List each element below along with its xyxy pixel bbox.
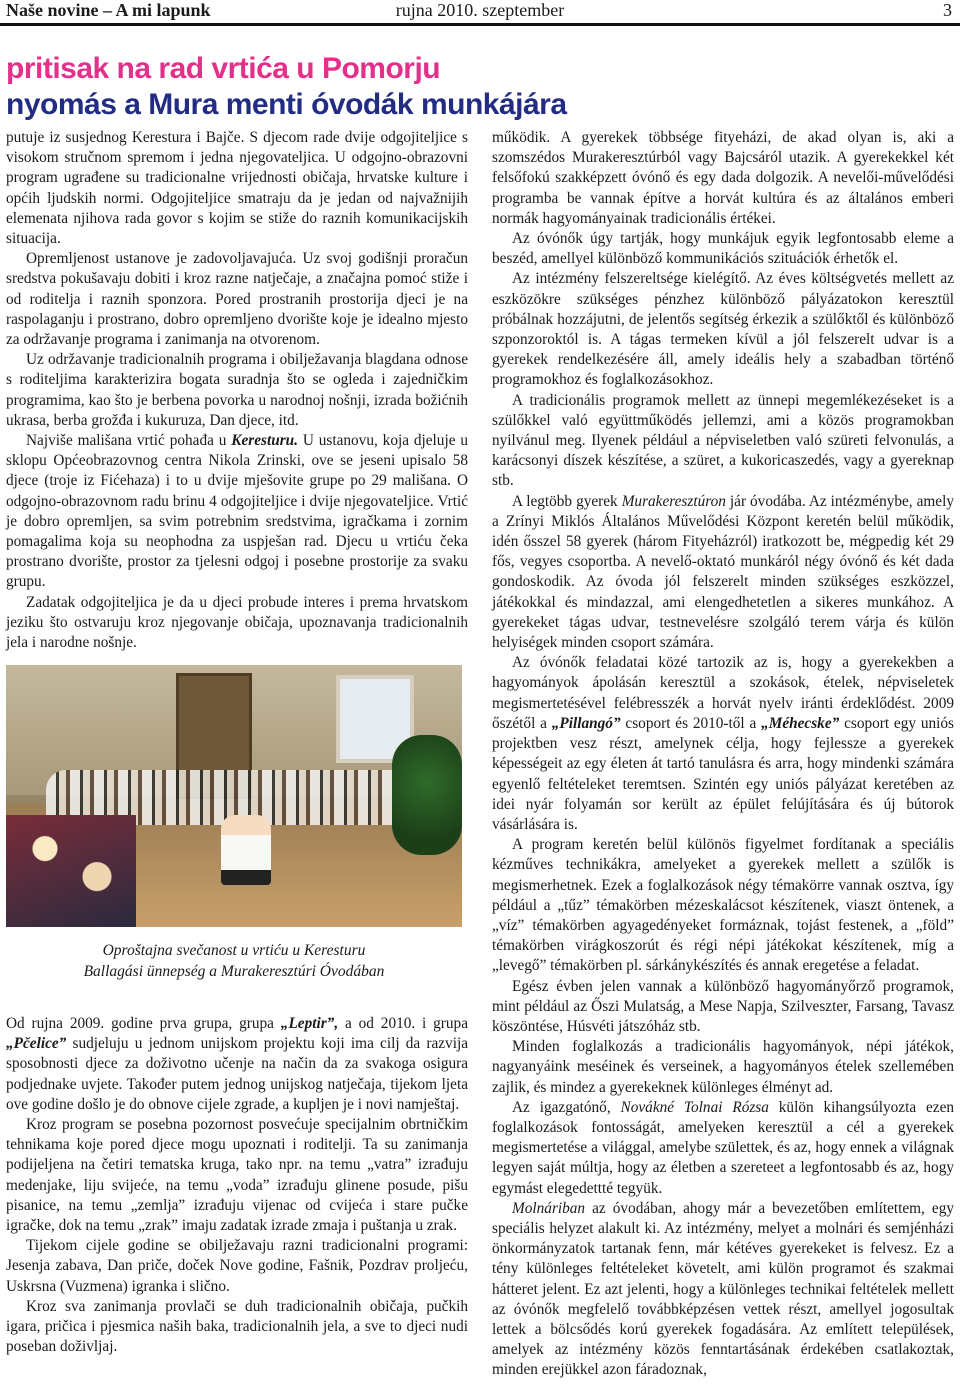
paragraph-text: sudjeluju u jednom unijskom projektu koji ima cilj da razvija sposobnosti djece za doživotno učenje na način da za svakoga osigura podjednake uvjete. Također putem jednog unijskog natječaja, tijekom ljeta ove godine došlo je do obnove cijele zgrade, a kupljen je i novi namještaj. <box>6 1035 468 1113</box>
paragraph: Uz održavanje tradicionalnih programa i obilježavanja blagdana odnose s roditeljima karakterizira bogata suradnja što se ogleda i zajedničkim programima, kao što je berbena povorka u narodnoj nošnji, izrada božićnih ukrasa, berba grožđa i kukuruza, Dan djece, itd. <box>6 351 468 429</box>
paragraph: Minden foglalkozás a tradicionális hagyományok, népi játékok, nagyanyáink meséinek és verseinek, a hagyományos ételek szellemében zajlik, és mindez a gyerekeknek különleges élményt ad. <box>492 1038 954 1096</box>
headline-hungarian: nyomás a Mura menti óvodák munkájára <box>6 88 567 121</box>
paragraph-text: Najviše mališana vrtić pohađa u <box>26 432 232 450</box>
place-name: Murakeresztúron <box>621 492 726 510</box>
right-column <box>492 128 954 1381</box>
place-name: Keresturu. <box>231 432 298 450</box>
paragraph-text: A legtöbb gyerek <box>512 492 622 510</box>
paragraph-text: U ustanovu, koja djeluje u sklopu Općeobrazovnog centra Nikola Zrinski, ove se jeseni upisalo 58 djece (troje iz Fićehaza) i to u dvije mješovite grupe po 29 mališana. O odgojno-obrazovnom radu brinu 4 odgojiteljice i dvije njegovateljice. Vrtić je dobro opremljen, sa svim potrebnim sredstvima, igračkama i zornim pomagalima koja su neophodna za uspješan rad. Djecu u vrtiću čeka prostrano dvorište, prostor za tjelesni odgoj i posebne prostorije za svaku grupu. <box>6 432 468 591</box>
paragraph: Egész évben jelen vannak a különböző hagyományőrző programok, mint például az Őszi Mulatság, a Mese Napja, Szilveszter, Farsang, Tavasz köszöntése, Húsvéti játszóház stb. <box>492 977 954 1035</box>
paragraph-text: jár óvodába. Az intézménybe, amely a Zrínyi Miklós Általános Művelődési Központ keretén belül működik, idén ősszel 58 gyerek (három Fityeházról) iratkozott be, mégpedig két 29 fős, vegyes csoportba. A nevelő-oktató munkáról négy óvónő és két dada gondoskodik. Az óvoda jól felszerelt minden szükséges eszközzel, játékokkal és mindazzal, ami elengedhetetlen a sikeres munkához. A gyerekeket tágas udvar, testnevelésre szolgáló terem várja és külön helyiségek minden csoport számára. <box>492 492 954 652</box>
group-name: „Méhecske” <box>761 714 840 732</box>
paragraph: A tradicionális programok mellett az ünnepi megemlékezéseket is a szülőkkel való együttműködés jellemzi, ami a közös programokban nyilvánul meg. Ilyenek például a népviseletben való szüreti felvonulás, a karácsonyi díszek készítése, a szüret, a kukoricaszedés, vagy a gyereknap stb. <box>492 391 954 490</box>
paragraph <box>6 1014 468 1115</box>
paragraph-text: az óvodában, ahogy már a bevezetőben említettem, egy speciális helyzet alakult ki. Az intézmény, melyet a molnári és semjénházi önkormányzatok tartanak fenn, már kétéves gyerekeket is felvesz. Ez a tény különleges feltételeket követelt, ami külön programot és szakmai hátteret jelent. Ez azt jelenti, hogy a különleges technikai feltételek mellett az óvónők megfelelő továbbképzésen vettek részt, amellyel jogosultak lettek a bölcsődés korú gyerekek fogadására. Az említett települések, amelyek az intézmény közös fenntartásának érdekében csatlakoztak, minden erejükkel azon fáradoznak, <box>492 1199 954 1379</box>
group-name: „Pčelice” <box>6 1035 67 1053</box>
paragraph-text: Od rujna 2009. godine prva grupa, grupa <box>6 1015 281 1032</box>
page-header <box>0 0 960 22</box>
photo-caption-hungarian: Ballagási ünnepség a Murakeresztúri Óvodában <box>83 963 385 980</box>
issue-date: rujna 2010. szeptember <box>395 0 565 20</box>
person-name: Novákné Tolnai Rózsa <box>620 1098 769 1116</box>
publication-title: Naše novine – A mi lapunk <box>6 0 211 20</box>
paragraph: Opremljenost ustanove je zadovoljavajuća. Uz svoj godišnji proračun sredstva pokušavaju dobiti i kroz razne natječaje, a značajna pomoć stiže i od roditelja i raznih sponzora. Pored prostranih prostorija djeci je na raspolaganju i prostrano, dobro opremljeno dvorište koje je idealno mjesto za održavanje programa i zanimanja na otvorenom. <box>6 250 468 349</box>
kindergarten-photo <box>6 665 462 927</box>
left-column-top <box>6 128 468 653</box>
group-name: „Leptir”, <box>280 1015 339 1032</box>
paragraph <box>6 431 468 593</box>
header-rule <box>0 23 960 26</box>
paragraph-text: csoport és 2010-től a <box>620 714 762 732</box>
paragraph: A program keretén belül különös figyelmet fordítanak a speciális kézműves technikákra, amelyeket a gyerekek mellett a szülők is megismerhetnek. Ezek a foglalkozások négy témakörre vannak osztva, így például a „tűz” témakörben mézeskalácsot készítenek, viaszt öntenek, a „víz” témakörben agyagedényeket formáznak, tojást festenek, a „föld” témakörben virágkoszorút és régi népi játékokat készítenek, míg a „levegő” témakörben pl. sárkánykészítés és annak eregetése a feladat. <box>492 836 954 975</box>
paragraph <box>492 653 954 835</box>
photo-caption-croatian: Oproštajna svečanost u vrtiću u Keresturu <box>102 942 366 959</box>
place-name: Molnáriban <box>512 1199 586 1217</box>
paragraph: Az óvónők úgy tartják, hogy munkájuk egyik legfontosabb eleme a beszéd, amellyel különböző kommunikációs szituációk érhetők el. <box>492 230 954 268</box>
group-name: „Pillangó” <box>551 714 621 732</box>
paragraph <box>492 1199 954 1381</box>
paragraph: működik. A gyerekek többsége fityeházi, de akad olyan is, aki a szomszédos Murakeresztúrból vagy Bajcsáról utazik. A gyerekekkel két felsőfokú szakképzett óvónő és egy dada dolgozik. A nevelői-művelődési programba be vannak építve a horvát kultúra és az általános emberi normák hagyományainak tradicionális értékei. <box>492 129 954 227</box>
paragraph-text: Az igazgatónő, <box>512 1098 621 1116</box>
paragraph <box>492 492 954 654</box>
left-column-bottom <box>6 1014 468 1357</box>
paragraph-text: Az óvónők feladatai közé tartozik az is, hogy a gyerekekben a hagyományok ápolásán keresztül a szokások, ételek, népviseletek megismertetésével felébresszék a horvát nyelv iránti érdeklődést. 2009 őszétől a <box>492 654 954 732</box>
paragraph: Kroz sva zanimanja provlači se duh tradicionalnih običaja, pučkih igara, pričica i pjesmica naših baka, tradicionalnih jela, a sve to djeci nudi poseban doživljaj. <box>6 1297 468 1356</box>
paragraph: Tijekom cijele godine se obilježavaju razni tradicionalni programi: Jesenja zabava, Dan priče, doček Nove godine, Fašnik, Pozdrav proljeću, Uskrsna (Vuzmena) igranka i slično. <box>6 1237 468 1295</box>
headline-croatian: pritisak na rad vrtića u Pomorju <box>6 52 441 85</box>
paragraph: Kroz program se posebna pozornost posvećuje specijalnim obrtničkim tehnikama koje pored djece mogu upoznati i roditelji. Ta su zanimanja podijeljena na četiri tematska kruga, tako npr. na temu „vatra” izrađuju medenjake, liju svijeće, na temu „voda” izrađuju glinene posude, pišu pisanice, na temu „zemlja” izrađuju vijenac od cvijeća i stare pučke igračke, dok na temu „zrak” imaju zadatak izrade zmaja i puštanja u zrak. <box>6 1116 468 1235</box>
paragraph: Zadatak odgojiteljica je da u djeci probude interes i prema hrvatskom jeziku što ostvaruju kroz njegovanje običaja, upoznavanja tradicionalnih jela i narodne nošnje. <box>6 593 468 652</box>
paragraph: Az intézmény felszereltsége kielégítő. Az éves költségvetés mellett az eszközökre szükséges pénzhez különböző pályázatokon keresztül próbálnak hozzájutni, de jelentős segítség érkezik a szülőktől és különböző szponzoroktól is. A tágas termeken kívül a jól felszerelt udvar is a gyerekek rendelkezésére áll, amely ideális hely a szabadban történő programokhoz és foglalkozásokhoz. <box>492 270 954 389</box>
paragraph: putuje iz susjednog Kerestura i Bajče. S djecom rade dvije odgojiteljice s visokom stručnom spremom i jedna njegovateljica. U odgojno-obrazovni program ugrađene su tradicionalne vrijednosti običaja, hrvatske kulture i općih ljudskih normi. Odgojiteljice smatraju da je jedan od najvažnijih elemenata njihova rada govor s kojim se stiže do raznih komunikacijskih situacija. <box>6 129 468 248</box>
page-number: 3 <box>943 0 952 20</box>
paragraph-text: csoport egy uniós projektben vesz részt, amelynek célja, hogy fejlessze a gyerekek képességeit az egy életen át tartó tanulásra és arra, hogy mindenki számára egyenlő feltételeket teremtsen. Szintén egy uniós pályázat keretében az idei nyár folyamán sor került az épület felújítására és új bútorok vásárlására is. <box>492 714 954 833</box>
paragraph-text: a od 2010. i grupa <box>338 1015 468 1032</box>
paragraph <box>492 1098 954 1199</box>
paragraph-text: külön kihangsúlyozta ezen foglalkozások fontosságát, amelyeken keresztül a cél a gyerekek megismertetése a világgal, amelybe születtek, és az, hogy ennek a világnak legyen saját múltja, hogy az életben a szereteet a legfontosabb és az, hogy egymást elegedettté tegyük. <box>492 1098 955 1197</box>
